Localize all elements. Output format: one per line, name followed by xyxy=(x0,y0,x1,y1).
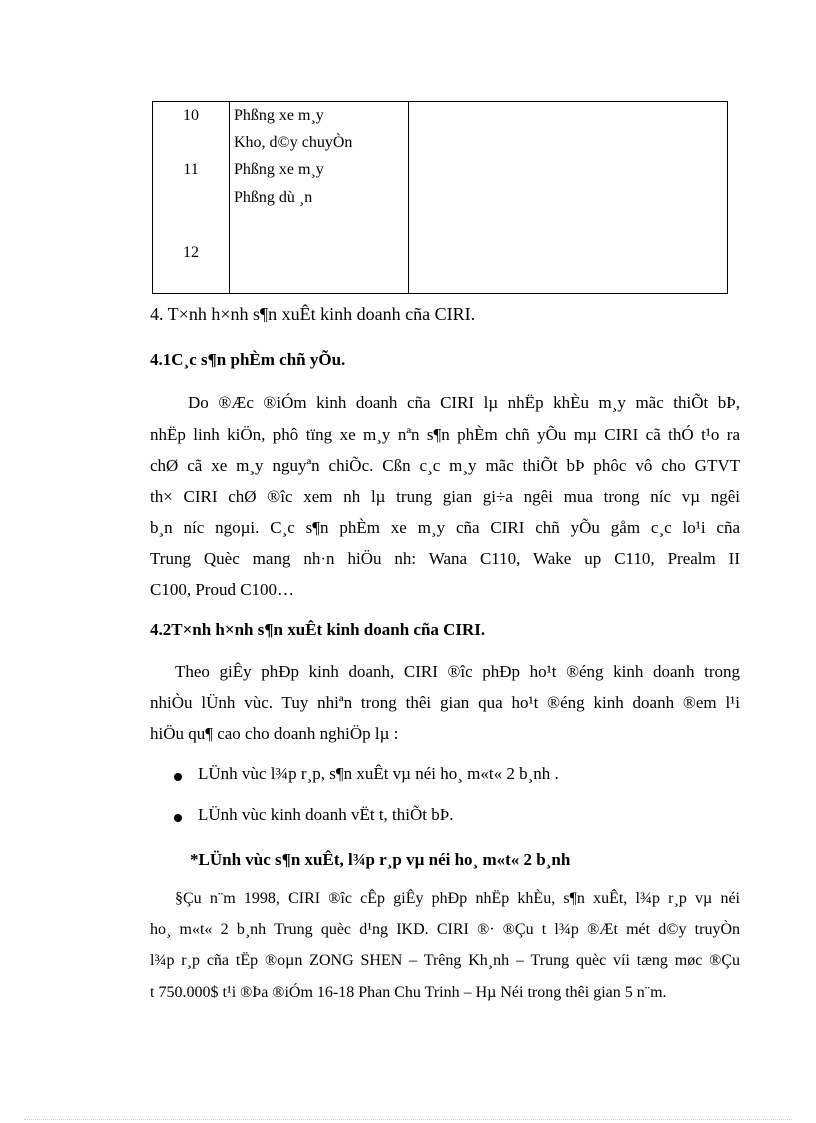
paragraph-line: t 750.000$ t¹i ®Þa ®iÓm 16-18 Phan Chu Trinh – Hµ Néi trong thêi gian 5 n¨m. xyxy=(150,984,667,1001)
table-cell-text: Phßng xe m¸y xyxy=(234,107,324,124)
paragraph-line: b¸n níc ngoµi. C¸c s¶n phÈm xe m¸y cña CIRI chñ yÕu gåm c¸c lo¹i cña xyxy=(150,518,740,537)
column-divider xyxy=(408,102,409,293)
page-divider xyxy=(24,1119,792,1120)
table-cell-text: Phßng dù ¸n xyxy=(234,189,313,206)
paragraph-line: l¾p r¸p cña tËp ®oµn ZONG SHEN – Trêng Kh¸nh – Trung quèc víi tæng møc ®Çu xyxy=(150,952,740,969)
paragraph-line: nhiÒu lÜnh vùc. Tuy nhiªn trong thêi gian qua ho¹t ®éng kinh doanh ®em l¹i xyxy=(150,693,740,712)
paragraph-line: nhËp linh kiÖn, phô tïng xe m¸y nªn s¶n phÈm chñ yÕu mµ CIRI cã thÓ t¹o ra xyxy=(150,425,740,444)
paragraph-line: §Çu n¨m 1998, CIRI ®îc cÊp giÊy phÐp nhËp khÈu, s¶n xuÊt, l¾p r¸p vµ néi xyxy=(175,890,740,907)
column-divider xyxy=(229,102,230,293)
table-cell-num: 12 xyxy=(183,244,199,261)
paragraph-line: Do ®Æc ®iÓm kinh doanh cña CIRI lµ nhËp khÈu m¸y mãc thiÕt bÞ, xyxy=(188,393,740,412)
table-cell-text: Kho, d©y chuyÒn xyxy=(234,134,353,151)
bullet-icon xyxy=(174,814,182,822)
section-heading: 4.2T×nh h×nh s¶n xuÊt kinh doanh cña CIRI. xyxy=(150,620,486,639)
paragraph-line: chØ cã xe m¸y nguyªn chiÕc. Cßn c¸c m¸y mãc thiÕt bÞ phôc vô cho GTVT xyxy=(150,456,740,475)
table-cell-text: Phßng xe m¸y xyxy=(234,161,324,178)
sub-heading: *LÜnh vùc s¶n xuÊt, l¾p r¸p vµ néi ho¸ m«t« 2 b¸nh xyxy=(190,850,571,869)
section-title: 4. T×nh h×nh s¶n xuÊt kinh doanh cña CIRI. xyxy=(150,304,476,324)
list-item: LÜnh vùc kinh doanh vËt t, thiÕt bÞ. xyxy=(198,805,454,824)
paragraph-line: th× CIRI chØ ®îc xem nh lµ trung gian gi÷a ngêi mua trong níc vµ ngêi xyxy=(150,487,740,506)
paragraph-line: ho¸ m«t« 2 b¸nh Trung quèc d¹ng IKD. CIRI ®· ®Çu t l¾p ®Æt mét d©y truyÒn xyxy=(150,921,740,938)
paragraph-line: Theo giÊy phÐp kinh doanh, CIRI ®îc phÐp ho¹t ®éng kinh doanh trong xyxy=(175,662,740,681)
bullet-icon xyxy=(174,773,182,781)
table-cell-num: 10 xyxy=(183,107,199,124)
paragraph-line: hiÖu qu¶ cao cho doanh nghiÖp lµ : xyxy=(150,724,399,743)
list-item: LÜnh vùc l¾p r¸p, s¶n xuÊt vµ néi ho¸ m«t« 2 b¸nh . xyxy=(198,764,559,783)
paragraph-line: C100, Proud C100… xyxy=(150,580,295,599)
section-heading: 4.1C¸c s¶n phÈm chñ yÕu. xyxy=(150,350,346,369)
table xyxy=(152,101,728,294)
paragraph-line: Trung Quèc mang nh·n hiÖu nh: Wana C110, Wake up C110, Prealm II xyxy=(150,549,740,568)
table-cell-num: 11 xyxy=(183,161,199,178)
